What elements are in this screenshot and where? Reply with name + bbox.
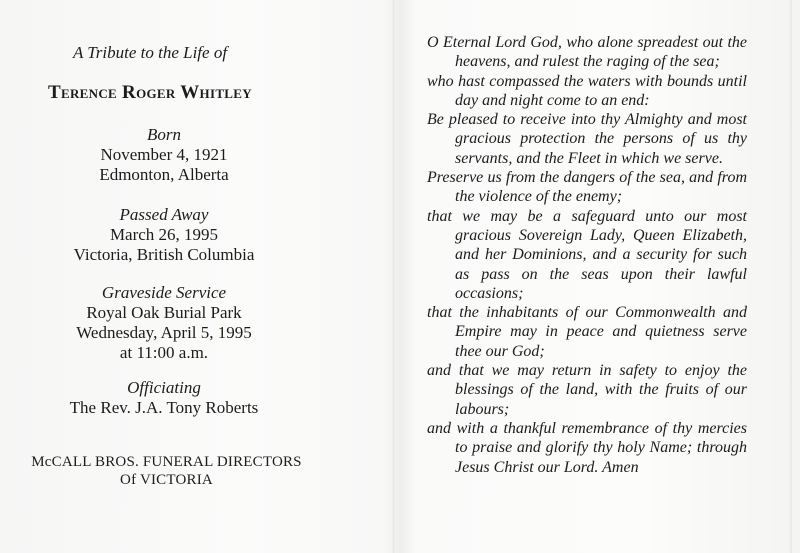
passed-away-section — [0, 205, 328, 265]
prayer-stanza: that we may be a safeguard unto our most gracious Sovereign Lady, Queen Elizabeth, and her Dominions, and a security for such as pass on the seas upon their lawful occasions; — [427, 207, 747, 302]
naval-prayer — [427, 33, 747, 477]
officiating-section — [0, 378, 328, 418]
prayer-stanza: that the inhabitants of our Commonwealth and Empire may in peace and quietness serve thee our God; — [427, 304, 747, 360]
born-section — [0, 125, 328, 185]
service-time: at 11:00 a.m. — [119, 343, 209, 362]
funeral-director-line1: McCALL BROS. FUNERAL DIRECTORS — [31, 454, 302, 470]
born-date: November 4, 1921 — [100, 145, 228, 164]
service-date: Wednesday, April 5, 1995 — [76, 323, 252, 342]
graveside-service-label: Graveside Service — [101, 283, 227, 302]
prayer-stanza: O Eternal Lord God, who alone spreadest out the heavens, and rulest the raging of the sea; — [427, 34, 747, 71]
prayer-stanza: who hast compassed the waters with bounds until day and night come to an end: — [427, 72, 747, 109]
born-place: Edmonton, Alberta — [99, 165, 229, 184]
paper-edge — [790, 0, 792, 553]
passed-away-label: Passed Away — [119, 205, 209, 224]
officiating-label: Officiating — [127, 378, 201, 397]
passed-away-place: Victoria, British Columbia — [73, 245, 255, 264]
funeral-director — [0, 453, 333, 489]
officiant-name: The Rev. J.A. Tony Roberts — [69, 398, 259, 417]
funeral-director-line2: Of VICTORIA — [120, 472, 213, 488]
passed-away-date: March 26, 1995 — [109, 225, 219, 244]
prayer-stanza: Be pleased to receive into thy Almighty and most gracious protection the persons of us thy servants, and the Fleet in which we serve. — [427, 111, 747, 167]
service-venue: Royal Oak Burial Park — [86, 303, 242, 322]
prayer-stanza: and with a thankful remembrance of thy mercies to praise and glorify thy holy Name; through Jesus Christ our Lord. Amen — [427, 419, 747, 476]
tribute-heading: A Tribute to the Life of — [72, 43, 228, 62]
graveside-service-section — [0, 283, 328, 363]
prayer-stanza: and that we may return in safety to enjoy the blessings of the land, with the fruits of our labours; — [427, 362, 747, 418]
deceased-name: Terence Roger Whitley — [48, 82, 252, 103]
born-label: Born — [147, 125, 181, 144]
prayer-stanza: Preserve us from the dangers of the sea, and from the violence of the enemy; — [427, 169, 747, 206]
center-fold — [392, 0, 395, 553]
